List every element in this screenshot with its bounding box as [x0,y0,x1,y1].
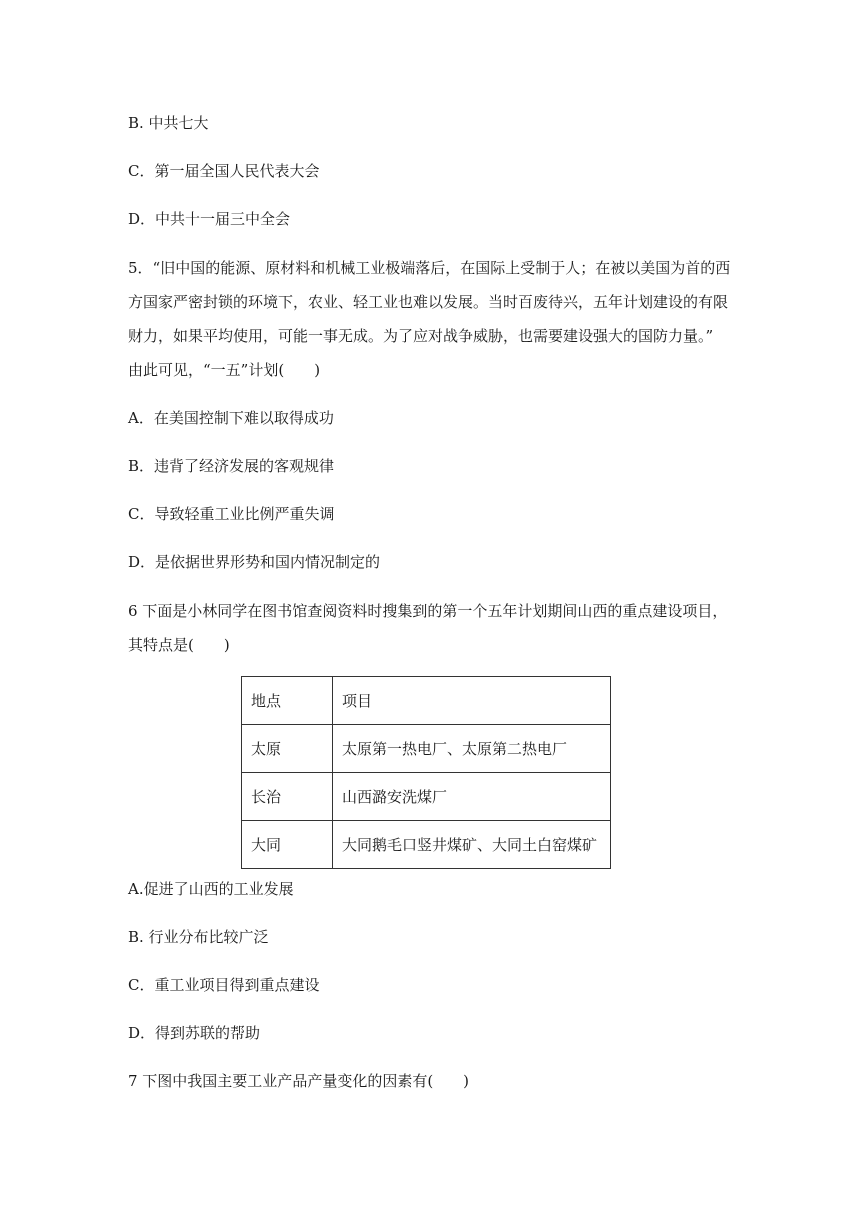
table-cell-project: 山西潞安洗煤厂 [333,773,611,821]
q4-option-b: B. 中共七大 [128,114,209,132]
q6-option-c: C．重工业项目得到重点建设 [128,976,320,994]
q5-stem-line-2: 方国家严密封锁的环境下，农业、轻工业也难以发展。当时百废待兴，五年计划建设的有限 [128,293,729,311]
q5-option-a: A．在美国控制下难以取得成功 [128,409,334,427]
q6-option-b: B. 行业分布比较广泛 [128,928,269,946]
q5-option-b: B．违背了经济发展的客观规律 [128,457,335,475]
table-cell-project: 太原第一热电厂、太原第二热电厂 [333,725,611,773]
q5-stem-line-3: 财力，如果平均使用，可能一事无成。为了应对战争威胁，也需要建设强大的国防力量。” [128,327,714,345]
q6-stem-line-1: 6 下面是小林同学在图书馆查阅资料时搜集到的第一个五年计划期间山西的重点建设项目， [128,602,728,620]
table-header-project: 项目 [333,677,611,725]
q4-option-c: C．第一届全国人民代表大会 [128,162,320,180]
q7-stem: 7 下图中我国主要工业产品产量变化的因素有( ) [128,1072,470,1090]
q6-option-a: A.促进了山西的工业发展 [128,880,294,898]
table-row [242,773,611,821]
q6-stem-line-2: 其特点是( ) [128,636,230,654]
q5-stem-line-4: 由此可见，“一五”计划( ) [128,361,321,379]
table-row [242,821,611,869]
q5-stem-line-1: 5．“旧中国的能源、原材料和机械工业极端落后，在国际上受制于人；在被以美国为首的西 [128,259,731,277]
q5-option-c: C．导致轻重工业比例严重失调 [128,505,335,523]
table-cell-location: 长治 [242,773,333,821]
q6-project-table [241,676,611,869]
table-cell-project: 大同鹅毛口竖井煤矿、大同土白窑煤矿 [333,821,611,869]
table-row [242,725,611,773]
q5-option-d: D．是依据世界形势和国内情况制定的 [128,553,381,571]
q4-option-d: D．中共十一届三中全会 [128,210,291,228]
table-header-row [242,677,611,725]
q6-option-d: D．得到苏联的帮助 [128,1024,261,1042]
table-cell-location: 大同 [242,821,333,869]
table-header-location: 地点 [242,677,333,725]
table-cell-location: 太原 [242,725,333,773]
